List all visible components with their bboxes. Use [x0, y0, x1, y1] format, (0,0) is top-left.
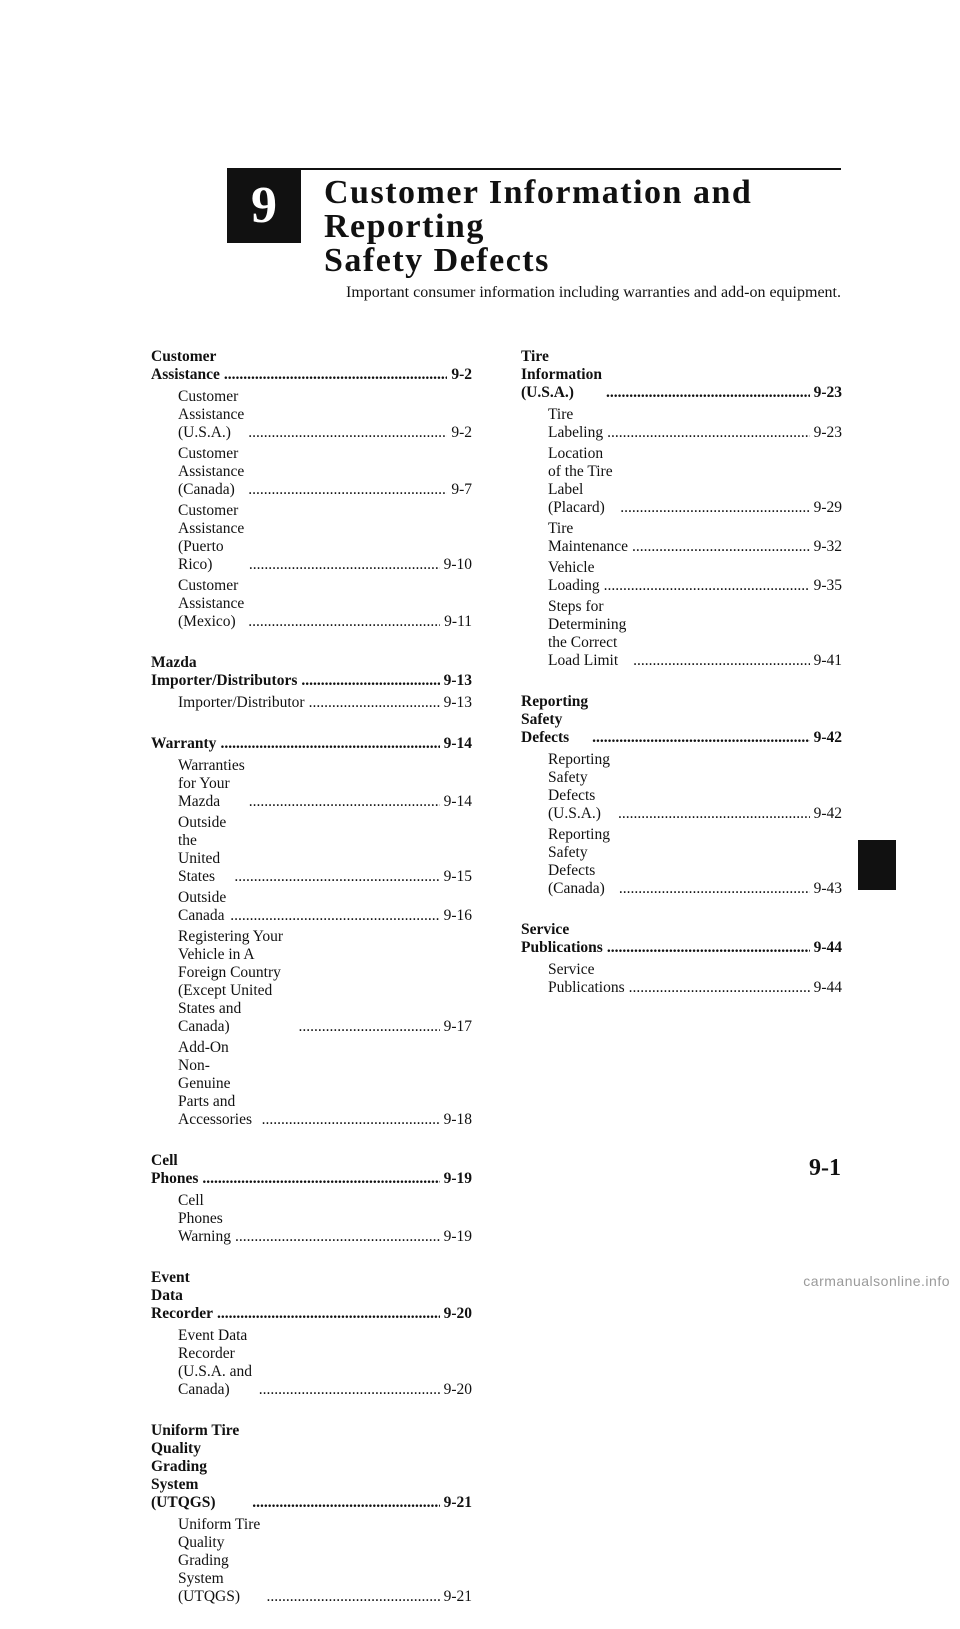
toc-section-heading-page: 9-21: [443, 1494, 472, 1511]
toc-entry[interactable]: [521, 559, 842, 595]
toc-entry[interactable]: [521, 751, 842, 823]
toc-entry-label: Uniform Tire Quality Grading System (UTQGS): [178, 1516, 261, 1605]
toc-entry-label: Importer/Distributor: [178, 694, 305, 711]
toc-entry-page: 9-20: [443, 1381, 472, 1398]
toc-entry[interactable]: [151, 388, 472, 442]
chapter-title-line-2: Safety Defects: [324, 242, 550, 279]
toc-section-heading[interactable]: [151, 1269, 472, 1323]
toc-section-heading-page: 9-2: [451, 366, 472, 383]
toc-entry-page: 9-44: [813, 979, 842, 996]
toc-entry-page: 9-19: [443, 1228, 472, 1245]
chapter-title: [324, 176, 844, 278]
chapter-title-line-1: Customer Information and Reporting: [324, 174, 753, 245]
toc-entry[interactable]: [151, 1327, 472, 1399]
dot-leader: [607, 424, 809, 442]
toc-section-heading[interactable]: [521, 921, 842, 957]
toc-section-heading-label: Event Data Recorder: [151, 1269, 213, 1322]
toc-entry[interactable]: [151, 1039, 472, 1129]
toc-entry-page: 9-13: [443, 694, 472, 711]
toc-entry[interactable]: [151, 1516, 472, 1606]
toc-section-heading-page: 9-23: [813, 384, 842, 401]
toc-entry-label: Add-On Non-Genuine Parts and Accessories: [178, 1039, 253, 1128]
toc-entry[interactable]: [151, 1192, 472, 1246]
toc-entry[interactable]: [521, 826, 842, 898]
toc-entry-page: 9-7: [451, 481, 472, 498]
dot-leader: [220, 735, 439, 753]
toc-section-heading-label: Mazda Importer/Distributors: [151, 654, 298, 689]
dot-leader: [619, 880, 810, 898]
toc-section-heading-label: Reporting Safety Defects: [521, 693, 589, 746]
toc-entry[interactable]: [521, 598, 842, 670]
toc-section-heading-page: 9-44: [813, 939, 842, 956]
page-number: 9-1: [809, 1155, 841, 1181]
toc-entry[interactable]: [521, 406, 842, 442]
dot-leader: [606, 384, 810, 402]
toc-entry-label: Cell Phones Warning: [178, 1192, 231, 1245]
toc-entry[interactable]: [151, 694, 472, 712]
toc-entry-page: 9-15: [443, 868, 472, 885]
toc-entry-label: Tire Maintenance: [548, 520, 629, 555]
dot-leader: [632, 538, 810, 556]
chapter-number: 9: [251, 177, 277, 234]
dot-leader: [309, 694, 440, 712]
toc-left-column: [151, 348, 472, 1629]
toc-section: [521, 693, 842, 898]
chapter-tab-marker: [858, 840, 896, 890]
dot-leader: [620, 499, 809, 517]
toc-entry-label: Service Publications: [548, 961, 625, 996]
toc-entry-page: 9-17: [443, 1018, 472, 1035]
toc-entry-label: Steps for Determining the Correct Load Limit: [548, 598, 627, 669]
toc-entry[interactable]: [151, 577, 472, 631]
toc-section: [151, 1422, 472, 1606]
dot-leader: [633, 652, 809, 670]
toc-entry-label: Event Data Recorder (U.S.A. and Canada): [178, 1327, 253, 1398]
toc-entry[interactable]: [151, 889, 472, 925]
toc-section-heading-page: 9-14: [443, 735, 472, 752]
toc-entry-label: Tire Labeling: [548, 406, 604, 441]
dot-leader: [249, 793, 440, 811]
toc-section-heading-page: 9-13: [443, 672, 472, 689]
watermark: carmanualsonline.info: [803, 1273, 950, 1289]
toc-entry-page: 9-23: [813, 424, 842, 441]
toc-section: [151, 654, 472, 712]
toc-section-heading[interactable]: [151, 735, 472, 753]
toc-entry-page: 9-32: [813, 538, 842, 555]
toc-entry-label: Customer Assistance (U.S.A.): [178, 388, 245, 441]
toc-entry[interactable]: [151, 757, 472, 811]
dot-leader: [262, 1111, 440, 1129]
toc-section-heading[interactable]: [521, 348, 842, 402]
title-rule: [301, 168, 841, 170]
dot-leader: [202, 1170, 439, 1188]
toc-section: [151, 348, 472, 631]
toc-section: [521, 348, 842, 670]
toc-entry[interactable]: [521, 961, 842, 997]
dot-leader: [252, 1494, 439, 1512]
dot-leader: [230, 907, 439, 925]
dot-leader: [618, 805, 810, 823]
dot-leader: [248, 481, 447, 499]
toc-section-heading[interactable]: [151, 348, 472, 384]
dot-leader: [259, 1381, 440, 1399]
toc-section-heading-label: Customer Assistance: [151, 348, 220, 383]
toc-entry-page: 9-43: [813, 880, 842, 897]
toc-section-heading[interactable]: [151, 1152, 472, 1188]
toc-section: [521, 921, 842, 997]
dot-leader: [301, 672, 439, 690]
dot-leader: [249, 556, 440, 574]
toc-entry-label: Outside Canada: [178, 889, 227, 924]
toc-section: [151, 1152, 472, 1246]
toc-entry[interactable]: [521, 445, 842, 517]
dot-leader: [235, 1228, 440, 1246]
toc-entry-page: 9-16: [443, 907, 472, 924]
dot-leader: [217, 1305, 440, 1323]
dot-leader: [592, 729, 809, 747]
chapter-subtitle: Important consumer information including warranties and add-on equipment.: [346, 284, 841, 301]
dot-leader: [234, 868, 439, 886]
dot-leader: [299, 1018, 440, 1036]
toc-entry-label: Location of the Tire Label (Placard): [548, 445, 613, 516]
dot-leader: [224, 366, 447, 384]
toc-entry-page: 9-29: [813, 499, 842, 516]
toc-entry[interactable]: [151, 928, 472, 1036]
toc-entry-page: 9-11: [444, 613, 472, 630]
toc-section-heading[interactable]: [151, 1422, 472, 1512]
toc-section-heading-label: Warranty: [151, 735, 217, 752]
toc-entry-page: 9-10: [443, 556, 472, 573]
toc-entry[interactable]: [521, 520, 842, 556]
toc-section: [151, 1269, 472, 1399]
toc-entry-label: Customer Assistance (Mexico): [178, 577, 245, 630]
toc-entry-page: 9-14: [443, 793, 472, 810]
toc-entry[interactable]: [151, 445, 472, 499]
toc-entry[interactable]: [151, 814, 472, 886]
toc-section-heading[interactable]: [151, 654, 472, 690]
toc-section-heading[interactable]: [521, 693, 842, 747]
toc-entry-label: Outside the United States: [178, 814, 227, 885]
toc-entry-page: 9-42: [813, 805, 842, 822]
toc-entry-label: Warranties for Your Mazda: [178, 757, 245, 810]
toc-entry[interactable]: [151, 502, 472, 574]
toc-right-column: [521, 348, 842, 1020]
toc-entry-label: Vehicle Loading: [548, 559, 600, 594]
toc-entry-label: Reporting Safety Defects (Canada): [548, 826, 610, 897]
toc-section-heading-page: 9-20: [443, 1305, 472, 1322]
dot-leader: [248, 613, 440, 631]
toc-section-heading-label: Tire Information (U.S.A.): [521, 348, 602, 401]
toc-section-heading-label: Cell Phones: [151, 1152, 199, 1187]
toc-entry-page: 9-21: [443, 1588, 472, 1605]
toc-entry-label: Customer Assistance (Puerto Rico): [178, 502, 245, 573]
toc-section-heading-page: 9-42: [813, 729, 842, 746]
toc-entry-page: 9-35: [813, 577, 842, 594]
dot-leader: [248, 424, 447, 442]
toc-section-heading-label: Service Publications: [521, 921, 603, 956]
toc-section-heading-page: 9-19: [443, 1170, 472, 1187]
toc-entry-label: Registering Your Vehicle in A Foreign Country (Except United States and Canada): [178, 928, 284, 1035]
toc-entry-page: 9-41: [813, 652, 842, 669]
toc-entry-page: 9-2: [451, 424, 472, 441]
toc-entry-label: Reporting Safety Defects (U.S.A.): [548, 751, 610, 822]
dot-leader: [629, 979, 810, 997]
toc-section: [151, 735, 472, 1129]
dot-leader: [267, 1588, 440, 1606]
chapter-number-box: [227, 168, 301, 243]
toc-section-heading-label: Uniform Tire Quality Grading System (UTQGS): [151, 1422, 240, 1511]
dot-leader: [604, 577, 810, 595]
toc-entry-label: Customer Assistance (Canada): [178, 445, 245, 498]
dot-leader: [607, 939, 810, 957]
toc-entry-page: 9-18: [443, 1111, 472, 1128]
